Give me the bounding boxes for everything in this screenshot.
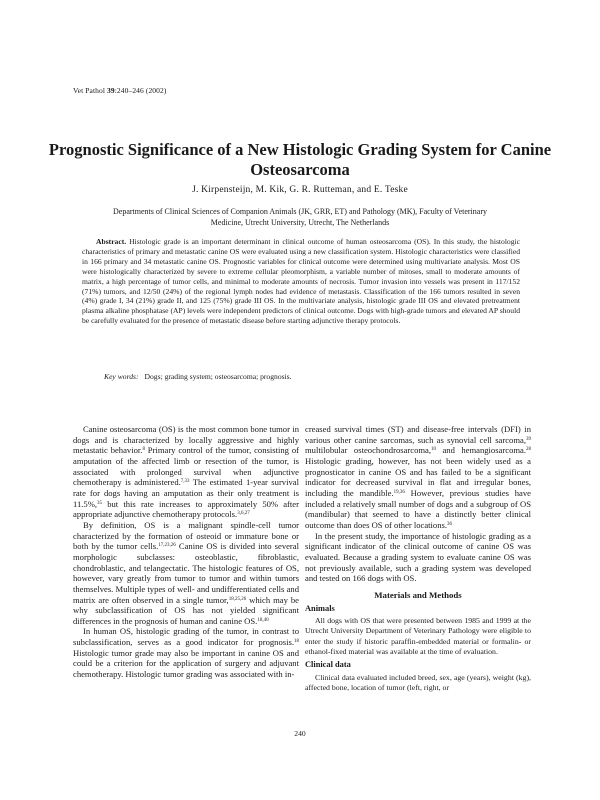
journal-pages-year: :240–246 (2002) [114, 86, 167, 95]
keywords [104, 372, 524, 381]
journal-volume: 39 [107, 86, 115, 95]
animals-paragraph: All dogs with OS that were presented between 1985 and 1999 at the Utrecht University Department of Veterinary Pathology were eligible to enter the study if historic paraffin-embedded material or formalin- or ethanol-fixed material was available at the time of evaluation. [305, 616, 531, 656]
clinical-data-paragraph: Clinical data evaluated included breed, sex, age (years), weight (kg), affected bone, location of tumor (left, right, or [305, 672, 531, 692]
journal-name: Vet Pathol [73, 86, 106, 95]
intro-paragraph-3: In human OS, histologic grading of the tumor, in contrast to subclassification, serves as a good indicator for prognosis.$^{18}$ Histologic tumor grade may also be important in canine OS and could be a criterion for the application of surgery and adjuvant chemotherapy. Histologic tumor grading was associated with in- [73, 626, 299, 680]
left-column [73, 424, 299, 680]
abstract-label: Abstract. [96, 237, 127, 246]
subheading-clinical-data: Clinical data [305, 659, 351, 669]
abstract-text: Histologic grade is an important determinant in clinical outcome of human osteosarcoma (OS). In this study, the histologic characteristics of primary and metastatic canine OS were evaluated using a new classification system. Histologic characteristics were classified in 166 primary and 34 metastatic canine OS. Prognostic variables for clinical outcome were determined using multivariate analysis. Most OS were histologically characterized by severe to extreme cellular pleomorphism, a variable number of mitoses, small to moderate amounts of matrix, a high percentage of tumor cells, and minimal to moderate amounts of necrosis. Tumor invasion into vessels was present in 117/152 (71%) tumors, and 12/50 (24%) of the regional lymph nodes had evidence of metastasis. Classification of the 166 tumors resulted in seven (4%) grade I, 34 (21%) grade II, and 125 (75%) grade III OS. In the multivariate analysis, histologic grade III OS and elevated pretreatment plasma alkaline phosphatase (AP) levels were independent predictors of clinical outcome. Dogs with high-grade tumors and elevated AP should be carefully evaluated for the presence of metastatic disease before starting adjunctive therapy protocols. [82, 237, 520, 326]
affiliation: Departments of Clinical Sciences of Companion Animals (JK, GRR, ET) and Pathology (MK), Faculty of Veterinary Medicine, Utrecht University, Utrecht, The Netherlands [112, 207, 487, 227]
keywords-label: Key words: [104, 372, 139, 381]
page-number: 240 [294, 729, 306, 738]
abstract [82, 237, 520, 326]
keywords-text: Dogs; grading system; osteosarcoma; prognosis. [144, 372, 292, 381]
right-column [305, 424, 531, 693]
running-head [73, 86, 166, 95]
article-title: Prognostic Significance of a New Histologic Grading System for Canine Osteosarcoma [48, 140, 552, 179]
intro-paragraph-2: By definition, OS is a malignant spindle-cell tumor characterized by the formation of osteoid or immature bone or both by the tumor cells.$^{17,23,26}$ Canine OS is divided into several morphologic subclasses: osteoblastic, fibroblastic, chondroblastic, and telangectatic. The histologic features of OS, however, vary greatly from tumor to tumor and within tumors themselves. Multiple types of well- and undifferentiated cells and matrix are often observed in a single tumor,$^{18,25,26}$ which may be why subclassification of OS has not yielded significant differences in the prognosis of human and canine OS.$^{18,40}$ [73, 519, 299, 626]
present-study-paragraph: In the present study, the importance of histologic grading as a significant indicator of the clinical outcome of canine OS was evaluated. Because a grading system to evaluate canine OS was not previously available, such a grading system was developed and tested on 166 dogs with OS. [305, 530, 531, 584]
intro-paragraph-continued: creased survival times (ST) and disease-free intervals (DFI) in various other canine sarcomas, such as synovial cell sarcoma,$^{39}$ multilobular osteochondrosarcoma,$^{10}$ and hemangiosarcoma.$^{28}$ Histologic grading, however, has not been widely used as a prognosticator in canine OS and has failed to be a significant indicator for decreased survival in flat and irregular bones, including the mandible.$^{19,36}$ However, previous studies have included a relatively small number of dogs and a subgroup of OS (mandibular) that seemed to have a distinctly better clinical outcome than does OS of other locations.$^{36}$ [305, 424, 532, 530]
section-heading-methods: Materials and Methods [374, 589, 462, 600]
author-list: J. Kirpensteijn, M. Kik, G. R. Rutteman, and E. Teske [192, 185, 408, 195]
subheading-animals: Animals [305, 603, 335, 613]
intro-paragraph-1: Canine osteosarcoma (OS) is the most common bone tumor in dogs and is characterized by locally aggressive and highly metastatic behavior.$^8$ Primary control of the tumor, consisting of amputation of the affected limb or resection of the tumor, is associated with prolonged survival when adjunctive chemotherapy is administered.$^{7,33}$ The estimated 1-year survival rate for dogs having an amputation as their only treatment is 11.5%,$^{35}$ but this rate increases to approximately 50% after appropriate adjunctive chemotherapy protocols.$^{3,6,27}$ [73, 424, 299, 520]
